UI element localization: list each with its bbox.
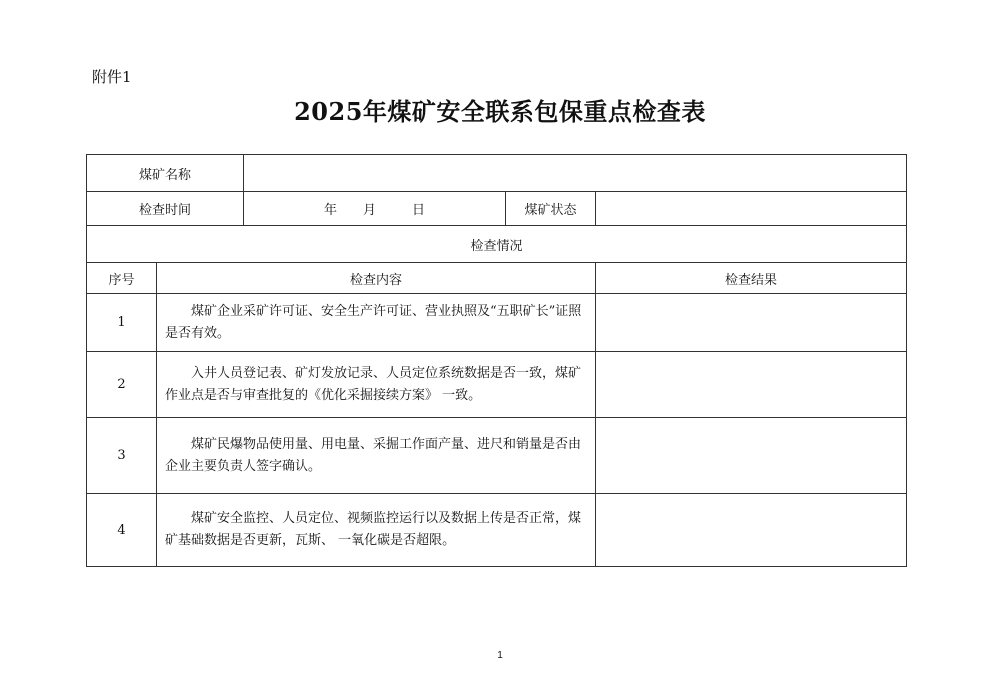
row-index: 4 xyxy=(87,494,157,567)
attachment-label: 附件1 xyxy=(92,68,132,86)
column-header-content: 检查内容 xyxy=(157,263,596,294)
section-title: 检查情况 xyxy=(87,226,907,263)
document-title: 2025年煤矿安全联系包保重点检查表 xyxy=(294,97,706,126)
mine-status-label: 煤矿状态 xyxy=(506,192,596,226)
page-number: 1 xyxy=(497,650,503,661)
row-content: 煤矿安全监控、人员定位、视频监控运行以及数据上传是否正常，煤矿基础数据是否更新，瓦斯、 一氧化碳是否超限。 xyxy=(157,494,596,567)
mine-name-label: 煤矿名称 xyxy=(87,155,244,192)
date-day: 日 xyxy=(412,203,426,218)
mine-name-field xyxy=(244,155,907,192)
inspection-table xyxy=(86,154,907,567)
row-content: 煤矿企业采矿许可证、安全生产许可证、营业执照及“五职矿长”证照是否有效。 xyxy=(157,294,596,352)
row-index: 2 xyxy=(87,352,157,418)
row-index: 3 xyxy=(87,418,157,494)
date-month: 月 xyxy=(363,203,377,218)
row-result xyxy=(596,294,907,352)
table-row xyxy=(87,418,907,494)
row-content: 煤矿民爆物品使用量、用电量、采掘工作面产量、进尺和销量是否由企业主要负责人签字确认。 xyxy=(157,418,596,494)
check-time-label: 检查时间 xyxy=(87,192,244,226)
row-result xyxy=(596,418,907,494)
row-result xyxy=(596,352,907,418)
row-content: 入井人员登记表、矿灯发放记录、人员定位系统数据是否一致，煤矿作业点是否与审查批复的《优化采掘接续方案》 一致。 xyxy=(157,352,596,418)
mine-status-field xyxy=(596,192,907,226)
column-header-index: 序号 xyxy=(87,263,157,294)
table-row xyxy=(87,494,907,567)
row-index: 1 xyxy=(87,294,157,352)
date-year: 年 xyxy=(323,203,337,218)
row-result xyxy=(596,494,907,567)
column-header-result: 检查结果 xyxy=(596,263,907,294)
table-row xyxy=(87,294,907,352)
table-row xyxy=(87,352,907,418)
check-time-field xyxy=(244,192,506,226)
